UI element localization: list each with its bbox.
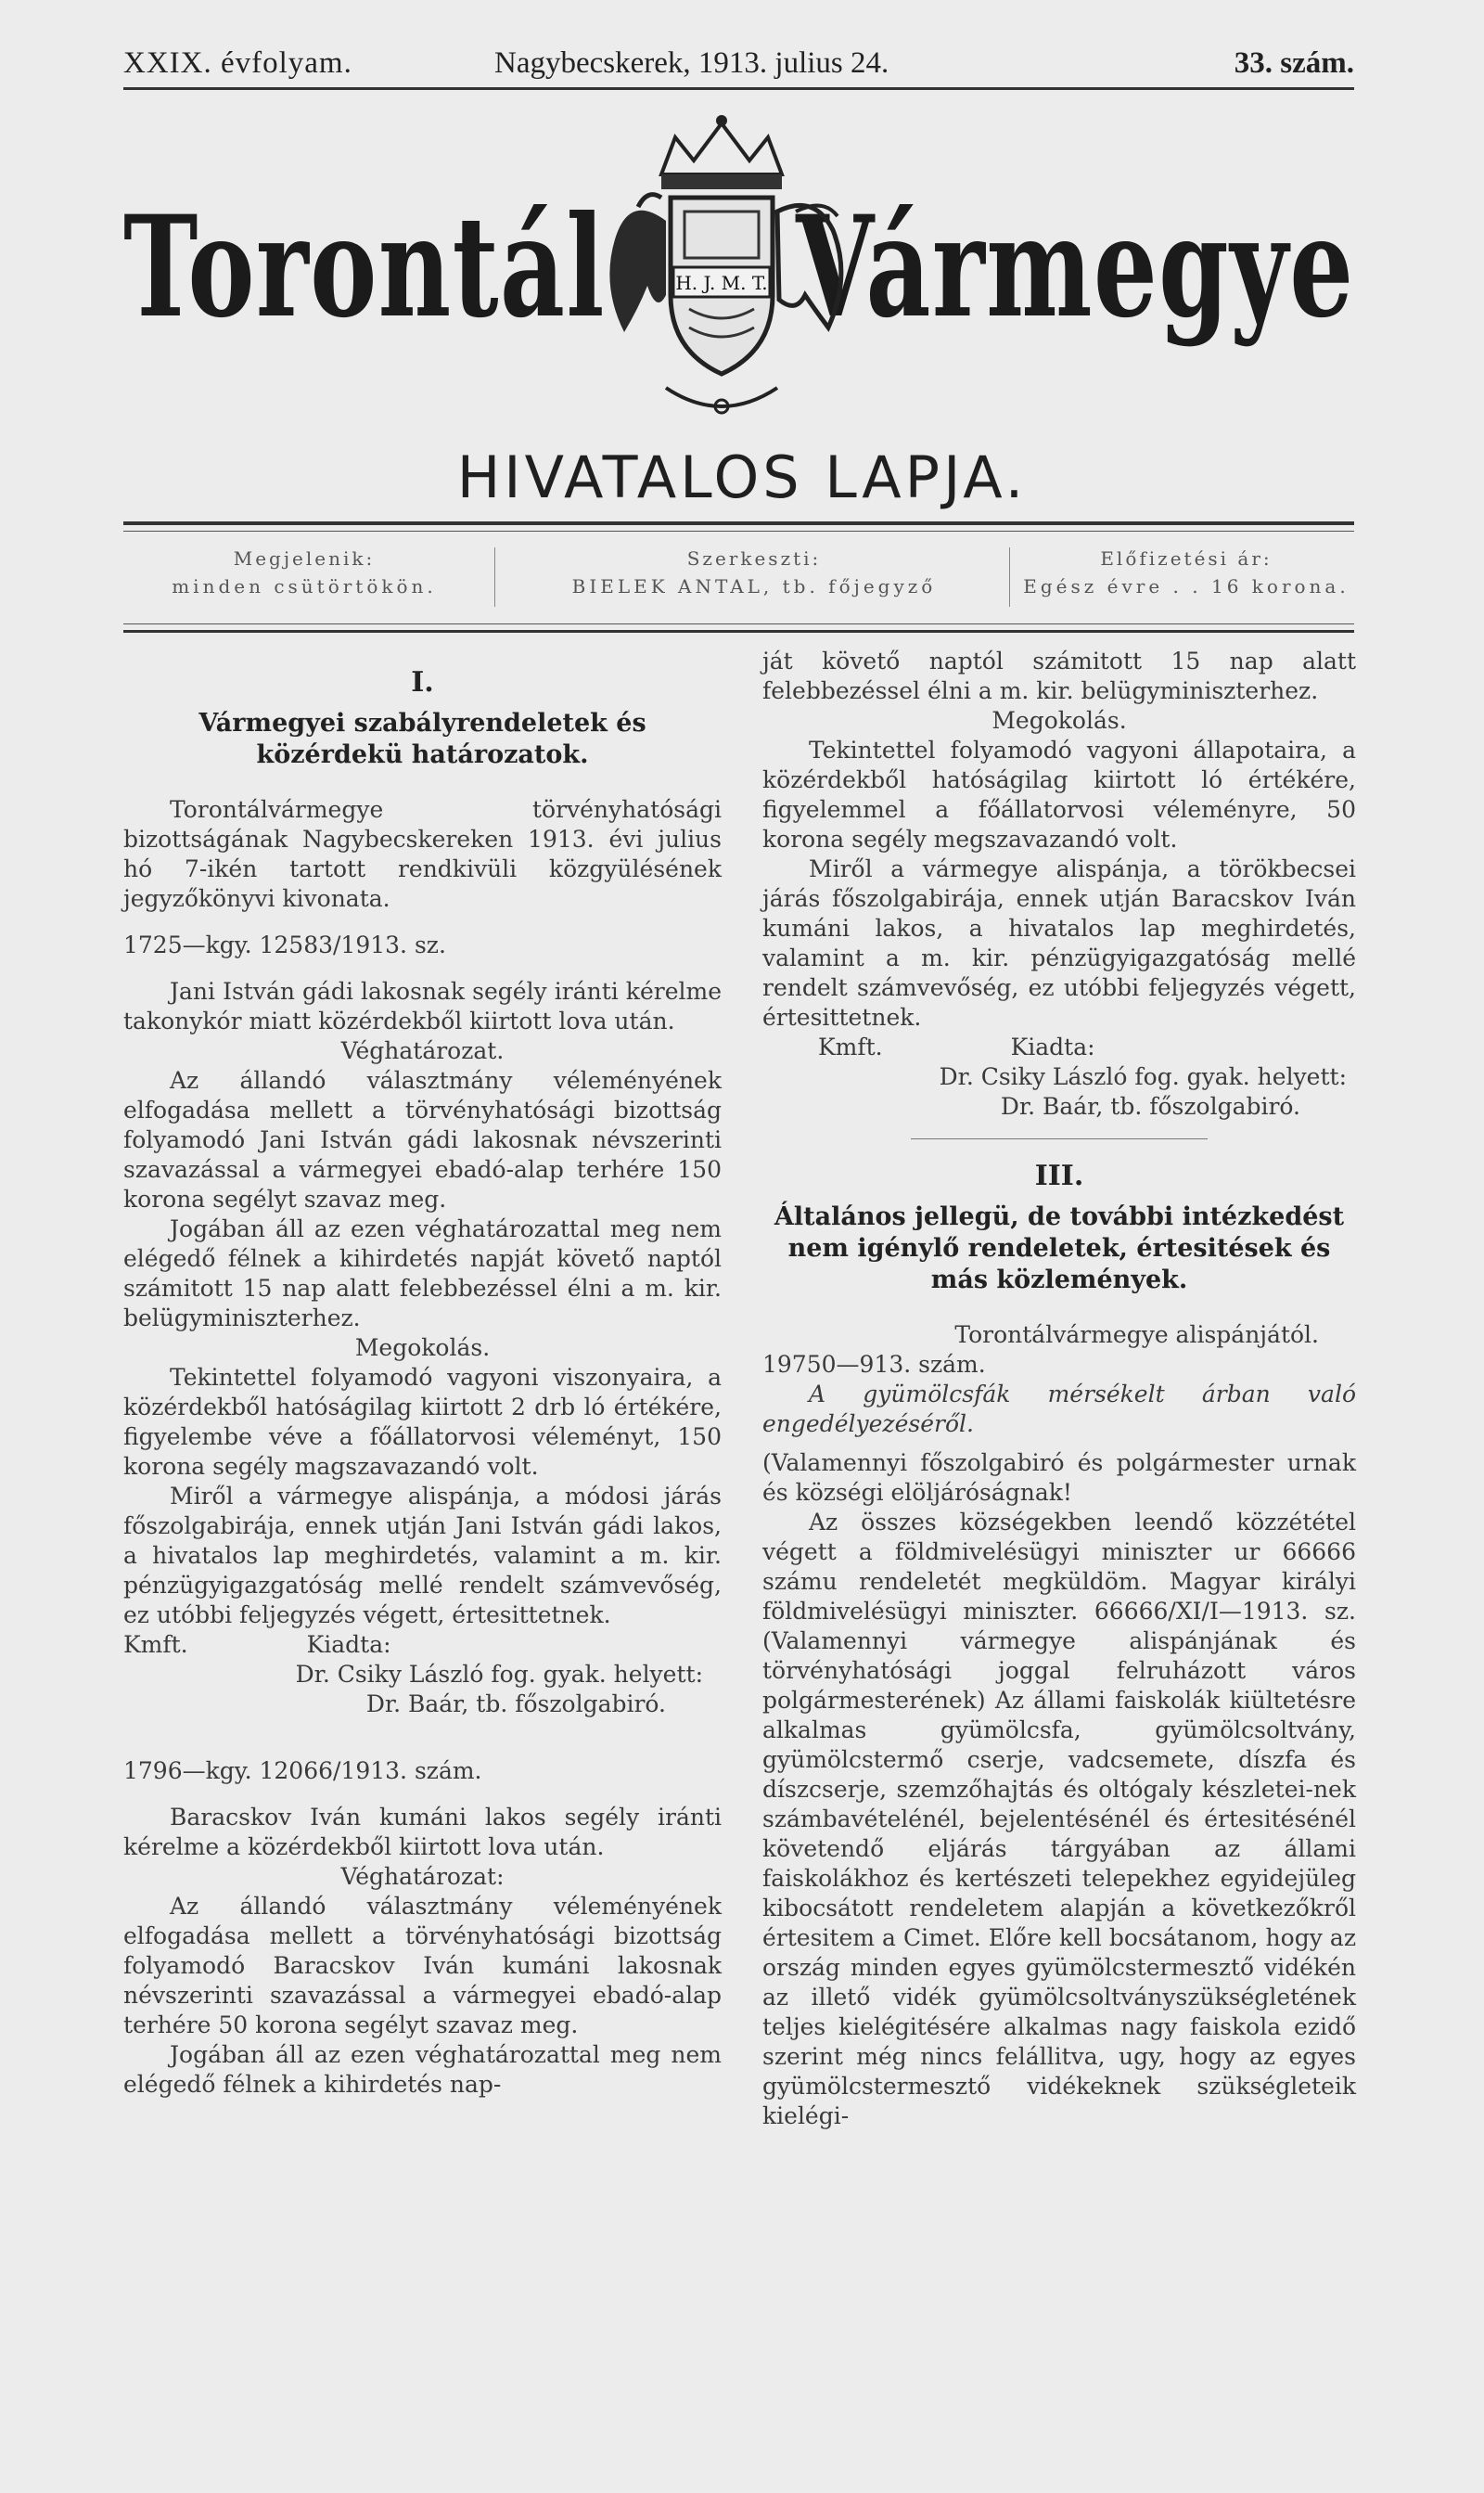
signer-name: Dr. Csiky László fog. gyak. helyett:: [295, 1661, 703, 1688]
masthead-title-right: Vármegye: [795, 186, 1354, 349]
addressees-line: (Valamennyi főszolgabiró és polgármester urnak és községi elöljáróságnak!: [762, 1449, 1356, 1506]
volume-label: XXIX. évfolyam.: [123, 46, 352, 80]
verdict-title: Véghatározat:: [340, 1863, 505, 1890]
appeal-continuation: ját követő naptól számitott 15 nap alatt felebbezéssel élni a m. kir. belügyminiszterhez.: [762, 648, 1356, 704]
case-description: Jani István gádi lakosnak segély iránti kérelme takonykór miatt közérdekből kiirtott lova után.: [123, 978, 722, 1034]
subscription-label: Előfizetési ár:: [1100, 547, 1273, 570]
info-divider: [494, 547, 495, 607]
section-title: Általános jellegü, de további intézkedést nem igénylő rendeletek, értesitések és más közlemények.: [774, 1202, 1345, 1294]
appears-label: Megjelenik:: [233, 547, 376, 570]
notice-text: Miről a vármegye alispánja, a módosi járás főszolgabirája, ennek utján Jani István gádi lakos, a hivatalos lap meghirdetés, valamint a m. kir. pénzügyigazgatóság mellé rendelt számvevőség, ez utóbbi feljegyzés végett, értesittetnek.: [123, 1483, 722, 1628]
masthead-rule: [123, 521, 1354, 525]
verdict-text: Az állandó választmány véleményének elfogadása mellett a törvényhatósági bizottság folyamodó Jani István gádi lakosnak névszerinti szavazással a vármegyei ebadó-alap terhére 150 korona segélyt szavaz meg.: [123, 1067, 722, 1213]
case-description: Baracskov Iván kumáni lakos segély iránti kérelme a közérdekből kiirtott lova után.: [123, 1804, 722, 1860]
body-text: Az összes községekben leendő közzététel végett a földmivelésügyi miniszter ur 66666 számu rendeletét megküldöm. Magyar királyi földmivelésügyi miniszter. 66666/XI/I—1913. sz. (Valamennyi vármegye alispánjának és törvényhatósági joggal felruházott város polgármesterének) Az állami faiskolák kiültetésre alkalmas gyümölcsfa, gyümölcsoltvány, gyümölcstermő cserje, vadcsemete, díszfa és díszcserje, szemzőhajtás és oltógaly készletei-nek számbavételénél, bejelentésénél és értesitésénél követendő eljárás tárgyában az állami faiskolákhoz és kertészeti telepekhez egyidejüleg kibocsátott rendeletem alapján a következőkről értesitem a Cimet. Előre kell bocsátanom, hogy az ország minden egyes gyümölcstermesztő vidékén az illető vidék gyümölcsoltványszükségletének teljes kielégitésére alkalmas nagy faiskola ezidő szerint még nincs felállitva, ugy, hogy az egyes gyümölcstermesztő vidékeknek szükségleteik kielégi-: [762, 1509, 1356, 2129]
intro-paragraph: Torontálvármegye törvényhatósági bizottságának Nagybecskereken 1913. évi julius hó 7-ikén tartott rendkivüli közgyülésének jegyzőkönyvi kivonata.: [123, 796, 722, 912]
signer-name: Dr. Csiky László fog. gyak. helyett:: [939, 1063, 1347, 1090]
issued-by-label: Kiadta:: [1010, 1034, 1095, 1060]
section-title: Vármegyei szabályrendeletek és közérdekü határozatok.: [198, 709, 646, 769]
signer-substitute: Dr. Baár, tb. főszolgabiró.: [1000, 1093, 1300, 1120]
section-number: I.: [411, 666, 434, 699]
kmft-label: Kmft.: [123, 1631, 188, 1658]
issuer-line: Torontálvármegye alispánjától.: [954, 1321, 1319, 1348]
reference-number: 19750—913. szám.: [762, 1351, 986, 1378]
signature-line: [762, 1033, 1356, 1062]
subject-line: A gyümölcsfák mérsékelt árban való engedélyezéséről.: [762, 1381, 1356, 1437]
reasoning-title: Megokolás.: [991, 707, 1127, 734]
masthead-subtitle: HIVATALOS LAPJA.: [456, 443, 1028, 511]
editor-label: Szerkeszti:: [686, 547, 822, 570]
reasoning-text: Tekintettel folyamodó vagyoni viszonyaira, a közérdekből hatóságilag kiirtott 2 drb ló értékére, figyelembe véve a főállatorvosi véleményt, 150 korona segély magszavazandó volt.: [123, 1364, 722, 1480]
subscription-value: Egész évre . . 16 korona.: [1023, 575, 1350, 598]
reasoning-title: Megokolás.: [354, 1334, 491, 1361]
info-bar: [123, 547, 1354, 612]
signature-line: [123, 1630, 722, 1660]
reference-number: 1725—kgy. 12583/1913. sz.: [123, 932, 446, 958]
verdict-text: Az állandó választmány véleményének elfogadása mellett a törvényhatósági bizottság folyamodó Baracskov Iván kumáni lakosnak névszerinti szavazással a vármegyei ebadó-alap terhére 50 korona segélyt szavaz meg.: [123, 1893, 722, 2038]
issued-by-label: Kiadta:: [306, 1631, 391, 1658]
appears-value: minden csütörtökön.: [172, 575, 437, 598]
info-rule: [123, 630, 1354, 633]
masthead-rule-thin: [123, 531, 1354, 532]
editor-value: BIELEK ANTAL, tb. főjegyző: [571, 575, 937, 598]
appeal-text: Jogában áll az ezen véghatározattal meg nem elégedő félnek a kihirdetés napját követő naptól számitott 15 nap alatt felebbezéssel élni a m. kir. belügyminiszterhez.: [123, 1215, 722, 1331]
coat-of-arms-icon: [573, 109, 870, 434]
reasoning-text: Tekintettel folyamodó vagyoni állapotaira, a közérdekből hatóságilag kiirtott ló értékére, figyelemmel a főállatorvosi véleményre, 50 korona segély megszavazandó volt.: [762, 737, 1356, 853]
info-divider: [1009, 547, 1010, 607]
header-rule: [123, 87, 1354, 90]
crest-initials: H. J. M. T.: [675, 272, 768, 294]
info-rule-thin: [123, 623, 1354, 624]
section-number: III.: [1034, 1160, 1084, 1192]
kmft-label: Kmft.: [818, 1034, 883, 1060]
place-date: Nagybecskerek, 1913. julius 24.: [494, 46, 889, 80]
notice-text: Miről a vármegye alispánja, a törökbecsei járás főszolgabirája, ennek utján Baracskov Iván kumáni lakos, a hivatalos lap meghirdetés, valamint a m. kir. pénzügyigazgatóság mellé rendelt számvevőség, ez utóbbi feljegyzés végett, értesittetnek.: [762, 855, 1356, 1031]
right-column: [762, 647, 1356, 2131]
editor-block: [504, 547, 1004, 598]
signer-substitute: Dr. Baár, tb. főszolgabiró.: [365, 1690, 666, 1717]
issue-header: [123, 46, 1354, 84]
section-divider: [911, 1138, 1208, 1139]
issue-number: 33. szám.: [1234, 46, 1354, 80]
verdict-title: Véghatározat.: [340, 1037, 505, 1064]
appeal-text: Jogában áll az ezen véghatározattal meg nem elégedő félnek a kihirdetés nap-: [123, 2041, 722, 2098]
subscription-block: [1018, 547, 1354, 598]
left-column: [123, 666, 722, 2100]
masthead-title-left: Torontál: [123, 186, 606, 349]
reference-number: 1796—kgy. 12066/1913. szám.: [123, 1757, 482, 1784]
appears-block: [123, 547, 485, 598]
